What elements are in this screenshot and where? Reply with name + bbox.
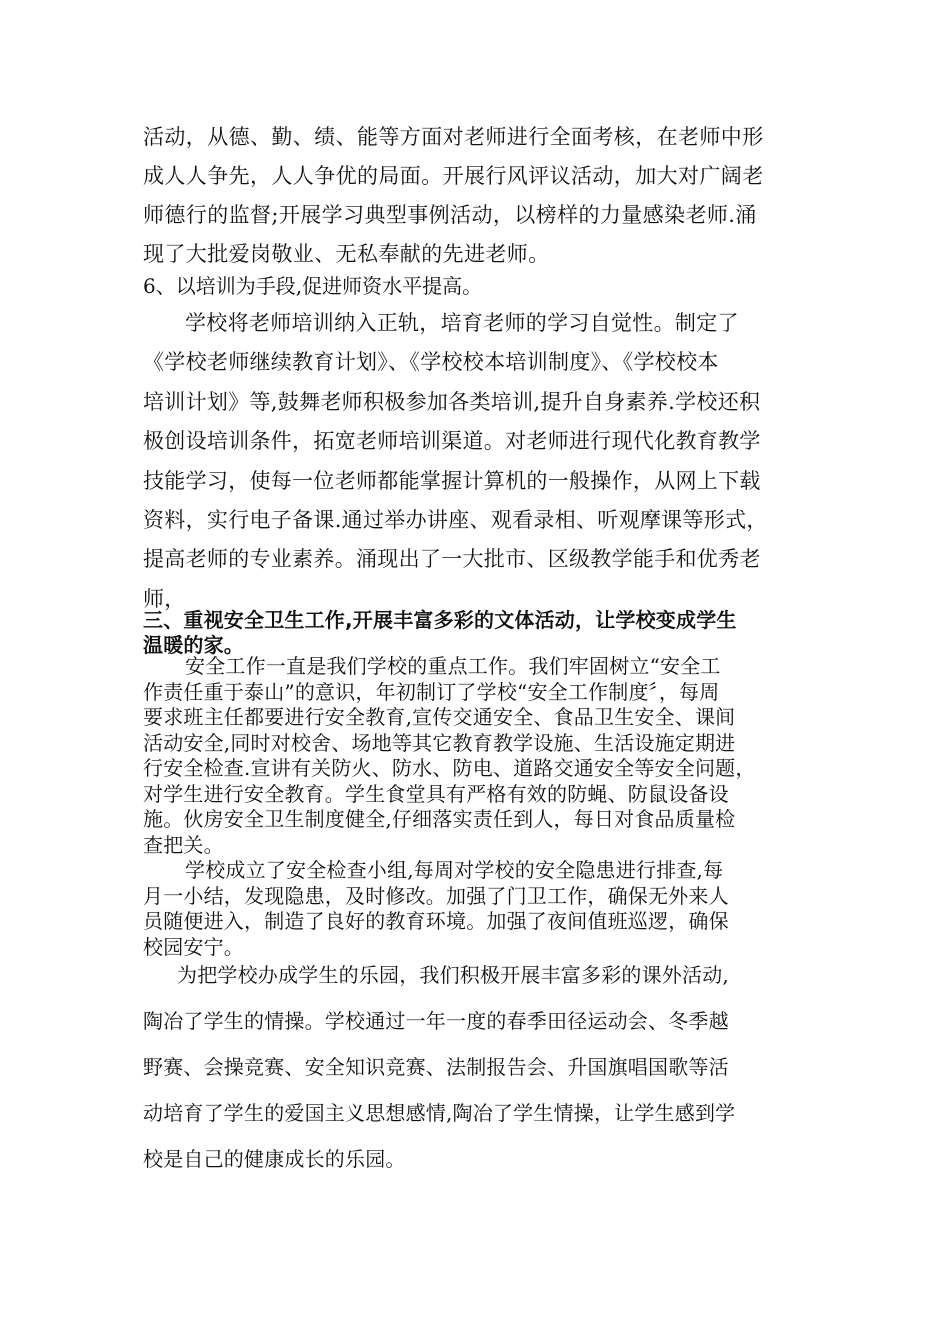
text-line: 技能学习，使每一位老师都能掌握计算机的一般操作，从网上下载 — [143, 468, 761, 493]
text-line: 要求班主任都要进行安全教育,宣传交通安全、食品卫生安全、课间 — [143, 705, 736, 729]
text-line: 活动安全,同时对校舍、场地等其它教育教学设施、生活设施定期进 — [143, 730, 736, 755]
heading-section-3 — [143, 608, 823, 658]
text-line: 师德行的监督;开展学习典型事例活动，以榜样的力量感染老师.涌 — [143, 203, 757, 227]
text-line: 安全工作一直是我们学校的重点工作。我们牢固树立“安全工 — [185, 654, 721, 678]
text-line: 学校将老师培训纳入正轨，培育老师的学习自觉性。制定了 — [185, 311, 739, 335]
text-line: 陶冶了学生的情操。学校通过一年一度的春季田径运动会、冬季越 — [143, 1009, 729, 1033]
text-line: 野赛、会操竞赛、安全知识竞赛、法制报告会、升国旗唱国歌等活 — [143, 1055, 729, 1079]
heading-item-6 — [143, 266, 823, 306]
text-line: 对学生进行安全教育。学生食堂具有严格有效的防蝇、防鼠设备设 — [143, 781, 729, 806]
text-line: 行安全检查.宣讲有关防火、防水、防电、道路交通安全等安全问题， — [143, 756, 756, 780]
paragraph-extracurricular — [143, 952, 823, 1182]
text-line: 现了大批爱岗敬业、无私奉献的先进老师。 — [143, 242, 550, 266]
text-line: 员随便进入，制造了良好的教育环境。加强了夜间值班巡逻，确保 — [143, 909, 729, 933]
text-line: 培训计划》等,鼓舞老师积极参加各类培训,提升自身素养.学校还积 — [143, 389, 761, 414]
text-line: 校园安宁。 — [143, 934, 244, 959]
text-line: 极创设培训条件，拓宽老师培训渠道。对老师进行现代化教育教学 — [143, 429, 761, 454]
text-line: 月一小结，发现隐患，及时修改。加强了门卫工作，确保无外来人 — [143, 883, 729, 908]
text-line: 施。伙房安全卫生制度健全,仔细落实责任到人，每日对食品质量检 — [143, 807, 736, 831]
heading-text: 6、以培训为手段,促进师资水平提高。 — [143, 274, 483, 298]
text-line: 活动，从德、勤、绩、能等方面对老师进行全面考核，在老师中形 — [143, 125, 764, 149]
text-line: 成人人争先，人人争优的局面。开展行风评议活动，加大对广阔老 — [143, 164, 764, 188]
text-line: 为把学校办成学生的乐园，我们积极开展丰富多彩的课外活动, — [177, 963, 729, 987]
heading-text: 三、重视安全卫生工作,开展丰富多彩的文体活动，让学校变成学生 — [143, 608, 737, 632]
text-line: 动培育了学生的爱国主义思想感情,陶冶了学生情操，让学生感到学 — [143, 1101, 736, 1125]
text-line: 学校成立了安全检查小组,每周对学校的安全隐患进行排查,每 — [185, 858, 724, 882]
text-line: 查把关。 — [143, 832, 224, 857]
paragraph-safety-work — [143, 654, 823, 960]
text-line: 校是自己的健康成长的乐园。 — [143, 1147, 406, 1171]
paragraph-teacher-evaluation — [143, 118, 823, 274]
heading-text: 温暖的家。 — [143, 633, 244, 657]
text-line: 资料，实行电子备课.通过举办讲座、观看录相、听观摩课等形式， — [143, 508, 768, 533]
paragraph-teacher-training — [143, 304, 823, 619]
text-line: 作责任重于泰山”的意识，年初制订了学校“安全工作制度〞，每周 — [143, 679, 720, 704]
text-line: 师， — [143, 586, 186, 611]
text-line: 《学校老师继续教育计划》、《学校校本培训制度》、《学校校本 — [143, 350, 719, 375]
text-line: 提高老师的专业素养。涌现出了一大批市、区级教学能手和优秀老 — [143, 547, 761, 572]
